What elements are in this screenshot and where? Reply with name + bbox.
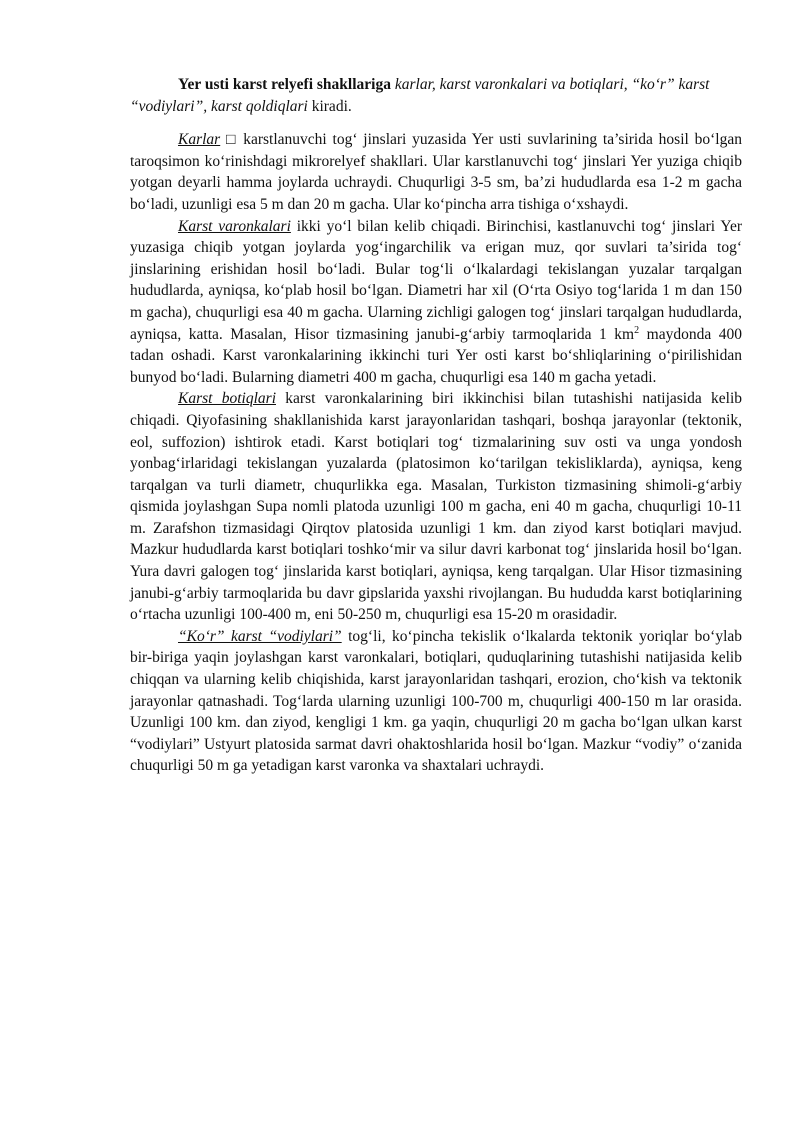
paragraph-karlar bbox=[130, 129, 742, 215]
term-karst-botiqlari: Karst botiqlari bbox=[178, 390, 276, 408]
paragraph-kor-karst-vodiylari bbox=[130, 626, 742, 777]
term-karlar: Karlar bbox=[178, 131, 221, 149]
term-karst-varonkalari: Karst varonkalari bbox=[178, 217, 291, 235]
botiqlar-text: karst varonkalarining biri ikkinchisi bilan tutashishi natijasida kelib chiqadi. Qiyofasining shakllanishida karst jarayonlaridan tashqari, boshqa jarayonlar (tektonik, eol, suffozion) ishtirok etadi. Karst botiqlari tog‘ tizmalarining suv osti va unga yondosh yonbag‘irlaridagi tekislangan yuzalarda (platosimon ko‘tarilgan tekisliklarda), ayniqsa, keng tarqalgan va turli diametr, chuqurlikka ega. Masalan, Turkiston tizmasining shimoli-g‘arbiy qismida joylashgan Supa nomli platoda uzunligi 100 m gacha, eni 40 m gacha, chuqurligi 10-11 m. Zarafshon tizmasidagi Qirqtov platosida uzunligi 1 km. dan ziyod karst botiqlari mavjud. Mazkur hududlarda karst botiqlari toshko‘mir va silur davri karbonat tog‘ jinslarida hosil bo‘lgan. Yura davri galogen tog‘ jinslarida karst botiqlari, ayniqsa, keng tarqalgan. Ular Hisor tizmasining janubi-g‘arbiy tarmoqlarida bu davr gipslarida yaxshi rivojlangan. Bu hududda karst botiqlarining o‘rtacha uzunligi 100-400 m, eni 50-250 m, chuqurligi esa 15-20 m orasidadir. bbox=[130, 390, 743, 624]
intro-heading: Yer usti karst relyefi shakllariga bbox=[178, 76, 391, 93]
varonkalar-text-part1: ikki yo‘l bilan kelib chiqadi. Birinchisi, kastlanuvchi tog‘ jinslari Yer yuzasiga chiqib yotgan joylarda yog‘ingarchilik va erigan muz, qor suvlari ta’sirida tog‘ jinslarining erishidan hosil bo‘ladi. Bular tog‘li o‘lkalardagi tekislangan yuzalar tarqalgan hududlarda, ayniqsa, ko‘plab hosil bo‘lgan. Diametri har xil (O‘rta Osiyo tog‘larida 1 m dan 150 m gacha), chuqurligi esa 40 m gacha. Ularning zichligi galogen tog‘ jinslari tarqalgan hududlarda, ayniqsa, katta. Masalan, Hisor tizmasining janubi-g‘arbiy tarmoqlarida 1 km bbox=[130, 217, 743, 343]
intro-paragraph bbox=[130, 74, 742, 117]
paragraph-karst-varonkalari bbox=[130, 216, 742, 389]
intro-forms: karlar, karst varonkalari va botiqlari, “ko‘r” karst “vodiylari”, karst qoldiqlari bbox=[130, 76, 710, 115]
superscript-2: 2 bbox=[634, 324, 640, 336]
term-kor-karst-vodiylari: “Ko‘r” karst “vodiylari” bbox=[178, 627, 342, 645]
intro-end: kiradi. bbox=[311, 97, 352, 115]
varonkalar-text-part2: maydonda 400 tadan oshadi. Karst varonkalarining ikkinchi turi Yer osti karst bo‘shliqlarining o‘pirilishidan bunyod bo‘ladi. Bularning diametri 400 m gacha, chuqurligi esa 140 m gacha yetadi. bbox=[130, 325, 742, 386]
document-page bbox=[130, 74, 742, 777]
vodiylar-text: tog‘li, ko‘pincha tekislik o‘lkalarda tektonik yoriqlar bo‘ylab bir-biriga yaqin joylashgan karst varonkalari, botiqlari, quduqlarining tutashishi natijasida kelib chiqqan va ularning kelib chiqishida, karst jarayonlaridan tashqari, erozion, cho‘kish va tektonik jarayonlar qatnashadi. Tog‘larda ularning uzunligi 100-700 m, chuqurligi 400-150 m lar orasida. Uzunligi 100 km. dan ziyod, kengligi 1 km. ga yaqin, chuqurligi 20 m gacha bo‘lgan ulkan karst “vodiylari” Ustyurt platosida sarmat davri ohaktoshlarida hosil bo‘lgan. Mazkur “vodiy” o‘zanida chuqurligi 50 m ga yetadigan karst varonka va shaxtalari uchraydi. bbox=[130, 627, 743, 775]
box-symbol: □ bbox=[226, 131, 238, 149]
karlar-text: karstlanuvchi tog‘ jinslari yuzasida Yer usti suvlarining ta’sirida hosil bo‘lgan taroqsimon ko‘rinishdagi mikrorelyef shakllari. Ular karstlanuvchi tog‘ jinslari Yer yuziga chiqib yotgan deyarli hamma joylarda uchraydi. Chuqurligi 3-5 sm, ba’zi hududlarda esa 1-2 m gacha bo‘ladi, uzunligi esa 5 m dan 20 m gacha. Ular ko‘pincha arra tishiga o‘xshaydi. bbox=[130, 131, 742, 213]
paragraph-karst-botiqlari bbox=[130, 388, 742, 626]
